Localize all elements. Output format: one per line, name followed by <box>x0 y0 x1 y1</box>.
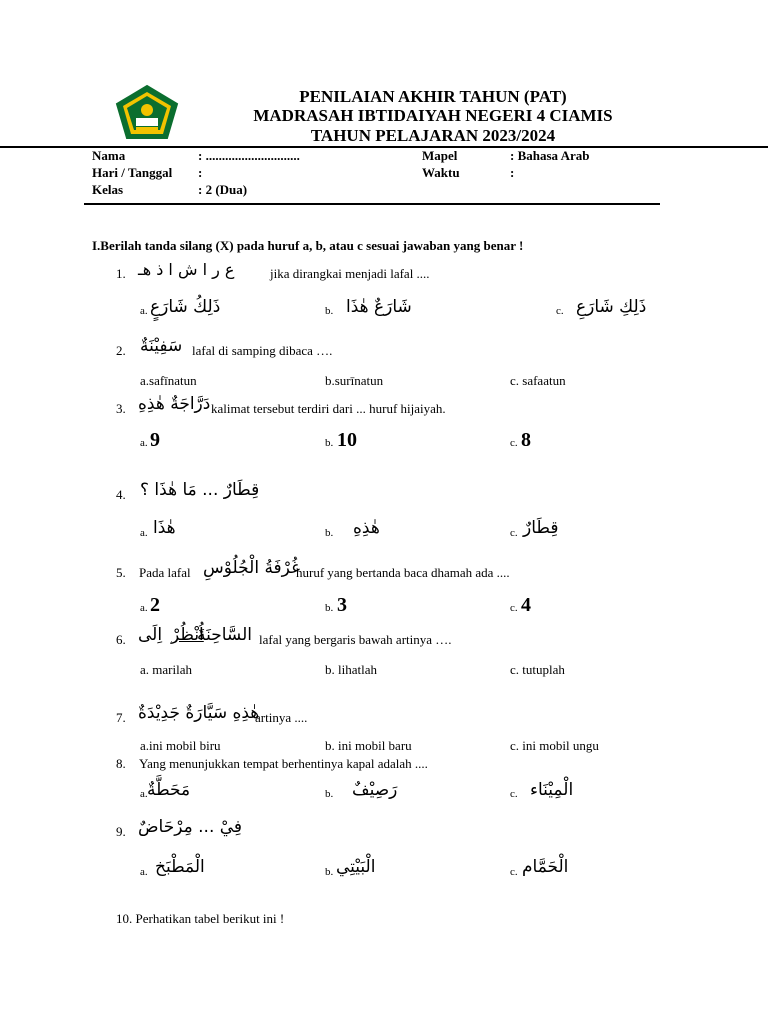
q6-arabic-underlined: اُنْظُرْ <box>171 625 204 645</box>
q5-text-pre: Pada lafal <box>139 565 191 580</box>
q7-text: artinya .... <box>255 710 308 725</box>
hari-value: : <box>198 165 203 180</box>
q1-option-c-arabic: ذَلِكِ شَارَعِ <box>576 297 647 317</box>
kelas-value: : 2 (Dua) <box>198 182 248 197</box>
q8-option-a-arabic: مَحَطَّةٌ <box>147 780 191 800</box>
q2-option-a: a.safīnatun <box>140 373 197 388</box>
header-line-1: PENILAIAN AKHIR TAHUN (PAT) <box>299 87 567 106</box>
q9-arabic: فِيْ ... مِرْحَاضٌ <box>138 817 243 837</box>
q4-option-b: b. <box>325 527 334 539</box>
q6-text: lafal yang bergaris bawah artinya …. <box>259 632 452 647</box>
q7-number: 7. <box>116 710 126 725</box>
q9-option-b: b. <box>325 866 334 878</box>
nama-value: : ............................. <box>198 148 300 163</box>
q1-option-a: a. <box>140 305 148 317</box>
q7-option-c: c. ini mobil ungu <box>510 738 599 753</box>
q3-option-a-value: 9 <box>150 429 160 451</box>
info-divider <box>84 203 660 205</box>
q4-option-b-arabic: هٰذِهِ <box>353 518 380 538</box>
q6-number: 6. <box>116 632 126 647</box>
q3-option-a: a. <box>140 437 148 449</box>
q5-option-c-value: 4 <box>521 594 531 616</box>
q2-number: 2. <box>116 343 126 358</box>
q4-number: 4. <box>116 487 126 502</box>
q1-option-a-arabic: ذَلِكُ شَارَعٍ <box>150 297 221 317</box>
kelas-label: Kelas <box>92 182 124 197</box>
q2-text: lafal di samping dibaca …. <box>192 343 333 358</box>
q1-number: 1. <box>116 266 126 281</box>
q8-text: Yang menunjukkan tempat berhentinya kapal adalah .... <box>139 756 428 771</box>
q5-option-a-value: 2 <box>150 594 160 616</box>
waktu-value: : <box>510 165 515 180</box>
mapel-value: : Bahasa Arab <box>510 148 590 163</box>
q5-option-c: c. <box>510 602 518 614</box>
q3-option-c: c. <box>510 437 518 449</box>
q6-option-b: b. lihatlah <box>325 662 377 677</box>
q9-number: 9. <box>116 824 126 839</box>
q7-arabic: هٰذِهِ سَيَّارَةٌ جَدِيْدَةٌ <box>138 703 260 723</box>
q2-option-b: b.surīnatun <box>325 373 384 388</box>
q3-arabic: دَرَّاجَةٌ هٰذِهِ <box>138 394 211 414</box>
q8-number: 8. <box>116 756 126 771</box>
q8-option-a: a. <box>140 788 148 800</box>
q7-option-b: b. ini mobil baru <box>325 738 412 753</box>
q4-option-a-arabic: هٰذَا <box>153 518 176 538</box>
q3-text: kalimat tersebut terdiri dari ... huruf hijaiyah. <box>211 401 446 416</box>
q7-option-a: a.ini mobil biru <box>140 738 221 753</box>
q5-option-a: a. <box>140 602 148 614</box>
nama-label: Nama <box>92 148 126 163</box>
waktu-label: Waktu <box>422 165 460 180</box>
q1-option-b: b. <box>325 305 334 317</box>
q4-option-c-arabic: قِطَارٌ <box>523 518 559 538</box>
mapel-label: Mapel <box>422 148 458 163</box>
q8-option-c-arabic: الْمِيْنَاء <box>530 780 574 800</box>
q1-option-c: c. <box>556 305 564 317</box>
q9-option-c-arabic: الْحَمَّام <box>522 857 569 877</box>
q4-option-c: c. <box>510 527 518 539</box>
q5-option-b: b. <box>325 602 334 614</box>
q1-text: jika dirangkai menjadi lafal .... <box>270 266 430 281</box>
q3-option-b-value: 10 <box>337 429 357 451</box>
q5-text: huruf yang bertanda baca dhamah ada .... <box>296 565 510 580</box>
kemenag-logo-icon <box>114 84 180 140</box>
header-line-2: MADRASAH IBTIDAIYAH NEGERI 4 CIAMIS <box>253 106 613 125</box>
q10-text: 10. Perhatikan tabel berikut ini ! <box>116 911 285 926</box>
q4-option-a: a. <box>140 527 148 539</box>
q2-arabic: سَفِيْنَةٌ <box>140 336 183 356</box>
q1-arabic: ع ر ا ش ا ذ هـ <box>138 260 235 279</box>
q6-option-a: a. marilah <box>140 662 192 677</box>
q2-option-c: c. safaatun <box>510 373 566 388</box>
q9-option-a-arabic: الْمَطْبَخ <box>155 857 205 877</box>
q4-arabic: قِطَارٌ ... مَا هٰذَا ؟ <box>140 480 260 500</box>
hari-label: Hari / Tanggal <box>92 165 173 180</box>
instruction: I.Berilah tanda silang (X) pada huruf a, b, atau c sesuai jawaban yang benar ! <box>92 238 524 253</box>
q5-option-b-value: 3 <box>337 594 347 616</box>
q5-arabic: غُرْفَةُ الْجُلُوْسِ <box>203 558 300 578</box>
q9-option-c: c. <box>510 866 518 878</box>
q6-option-c: c. tutuplah <box>510 662 565 677</box>
q8-option-b: b. <box>325 788 334 800</box>
q3-option-c-value: 8 <box>521 429 531 451</box>
q6-arabic-post: اِلَى <box>138 625 163 645</box>
header-line-3: TAHUN PELAJARAN 2023/2024 <box>310 126 556 145</box>
q5-number: 5. <box>116 565 126 580</box>
q9-option-b-arabic: الْبَيْتِي <box>336 857 376 877</box>
q8-option-b-arabic: رَصِيْفٌ <box>352 780 398 800</box>
q1-option-b-arabic: شَارَعٌ هٰذَا <box>346 297 412 317</box>
q3-number: 3. <box>116 401 126 416</box>
q6-arabic-pre: السَّاحِنَةَ <box>197 625 253 645</box>
q9-option-a: a. <box>140 866 148 878</box>
q3-option-b: b. <box>325 437 334 449</box>
q8-option-c: c. <box>510 788 518 800</box>
